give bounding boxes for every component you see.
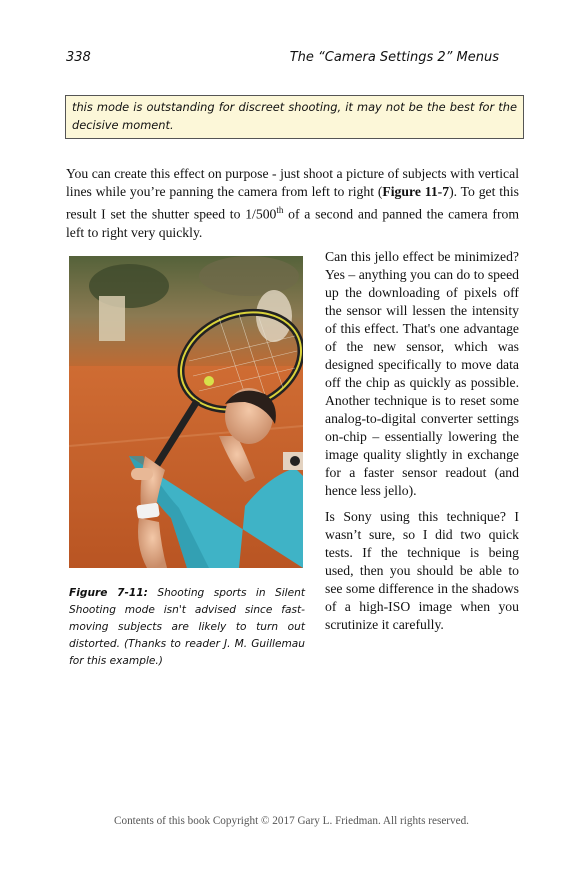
figure-caption — [69, 585, 305, 670]
intro-paragraph — [66, 165, 519, 242]
page-number: 338 — [66, 50, 91, 65]
figure-label: Figure 7-11: — [69, 587, 148, 599]
ordinal-superscript: th — [276, 205, 284, 215]
body-paragraph-2: Is Sony using this technique? I wasn’t sure, so I did two quick tests. If the technique is being used, then you should be able to see some difference in the shadows of a high-ISO image when you scrutinize it carefully. — [325, 509, 519, 632]
figure-reference: Figure 11-7 — [382, 184, 450, 199]
figure-caption-text: Shooting sports in Silent Shooting mode isn't advised since fast-moving subjects are likely to turn out distorted. (Thanks to reader J. M. Guillemau for this example.) — [69, 587, 305, 667]
intro-text-before: You can create this effect on purpose - just shoot a picture of subjects with vertical lines while you’re panning the camera from left to right ( — [66, 166, 519, 199]
tennis-player-illustration — [69, 256, 303, 568]
intro-text-after: of a second and panned the camera from left to right very quickly. — [66, 206, 520, 240]
body-column — [325, 248, 519, 634]
intro-text-middle: ). To get this result I set the shutter speed to 1/500 — [66, 184, 520, 222]
tennis-player-photo — [69, 256, 303, 568]
note-text: this mode is outstanding for discreet shooting, it may not be the best for the decisive moment. — [72, 100, 517, 132]
chapter-title: The “Camera Settings 2” Menus — [289, 50, 499, 65]
copyright-footer: Contents of this book Copyright © 2017 Gary L. Friedman. All rights reserved. — [114, 815, 469, 827]
note-box — [65, 95, 524, 139]
body-paragraph-1: Can this jello effect be minimized? Yes – anything you can do to speed up the downloading of pixels off the sensor will lessen the intensity of this effect. That's one advantage of the new sensor, which was designed specifically to move data off the chip as quickly as possible. Another technique is to reset some analog-to-digital converter settings on-chip – essentially lowering the image quality slightly in exchange for a faster sensor readout (and hence less jello). — [325, 249, 519, 498]
